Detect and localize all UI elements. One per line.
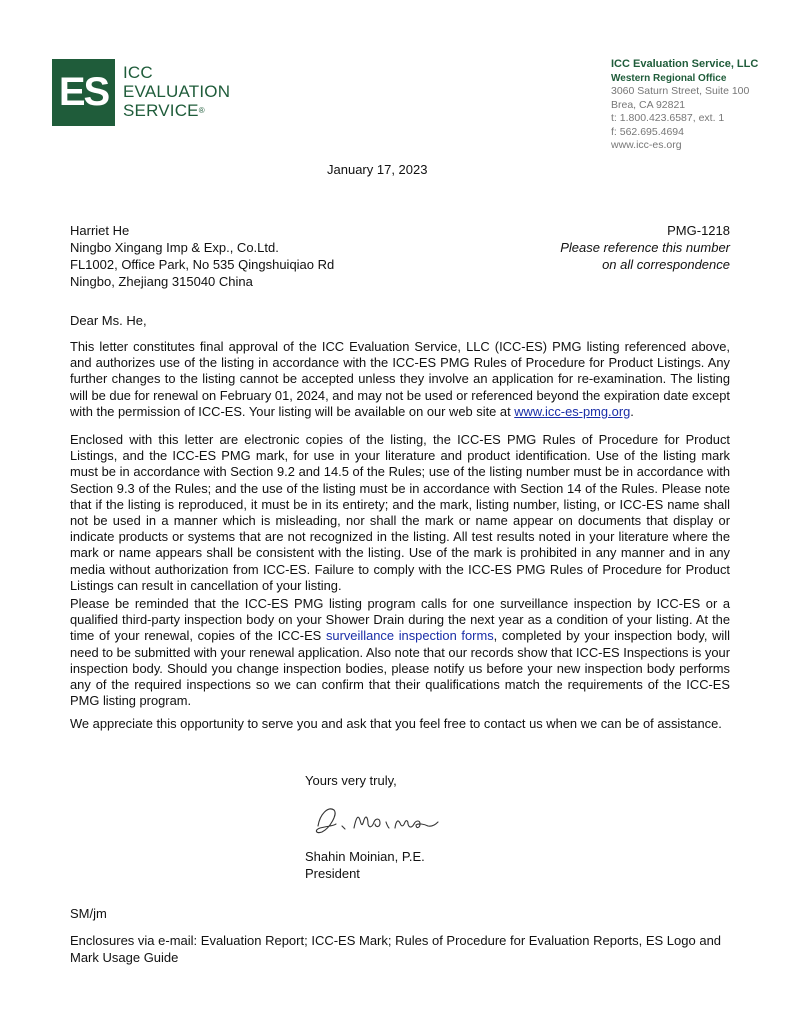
typist-initials: SM/jm [70,906,107,921]
signer-title: President [305,866,360,881]
reference-note-2: on all correspondence [602,257,730,272]
letterhead-office: Western Regional Office [611,72,727,84]
letter-date: January 17, 2023 [327,162,428,177]
letterhead-fax: f: 562.695.4694 [611,125,684,138]
reference-note-1: Please reference this number [560,240,730,255]
letterhead-address [611,58,758,153]
paragraph-approval-end: . [630,403,634,419]
signer-name: Shahin Moinian, P.E. [305,849,425,864]
signer-block [305,848,425,882]
recipient-block [70,222,334,290]
letterhead-street: 3060 Saturn Street, Suite 100 [611,85,750,97]
recipient-name: Harriet He [70,223,130,238]
paragraph-surveillance [70,596,730,709]
signature-image [310,796,445,846]
surveillance-forms-link[interactable]: surveillance inspection forms [325,628,494,644]
paragraph-approval-text: This letter constitutes final approval of the ICC Evaluation Service, LLC (ICC-ES) PMG listing referenced above, and authorizes use of the listing in accordance with the ICC-ES PMG Rules of Procedure for Product Listings. Any further changes to the listing cannot be accepted unless they involve an application for re-examination. The listing will be due for renewal on February 01, 2024, and may not be used or referenced beyond the expiration date except with the permission of ICC-ES. Your listing will be available on our web site at [70,339,730,419]
logo-line-1: ICC [123,63,153,82]
enclosures-line: Enclosures via e-mail: Evaluation Report; ICC-ES Mark; Rules of Procedure for Evaluation Reports, ES Logo and Mark Usage Guide [70,933,722,965]
recipient-company: Ningbo Xingang Imp & Exp., Co.Ltd. [70,240,279,255]
closing: Yours very truly, [305,773,397,788]
registered-mark: ® [198,106,205,115]
letterhead-city: Brea, CA 92821 [611,98,686,111]
reference-number: PMG-1218 [667,223,730,238]
paragraph-approval [70,339,730,420]
recipient-address-line-1: FL1002, Office Park, No 535 Qingshuiqiao Rd [70,257,335,272]
reference-block [560,222,730,273]
paragraph-surveillance-end: , completed by your inspection body, will need to be submitted with your renewal application. Also note that our records show that ICC-ES Inspections is your inspection body. Should you change inspection bodies, please notify us before your new inspection body performs any of the required inspections so we can confirm that their qualifications match the requirements of the ICC-ES PMG listing program. [70,628,730,709]
recipient-address-line-2: Ningbo, Zhejiang 315040 China [70,274,253,289]
paragraph-enclosed: Enclosed with this letter are electronic copies of the listing, the ICC-ES PMG Rules of Procedure for Product Listings, and the ICC-ES PMG mark, for use in your literature and product identification. Use of the listing mark must be in accordance with Section 9.2 and 14.5 of the Rules; use of the listing number must be in accordance with Section 9.3 of the Rules; and the use of the listing must be in accordance with Section 14 of the Rules. Please note that if the listing is reproduced, it must be in its entirety; and the mark, listing number, listing, or ICC-ES name shall not be used in a manner which is misleading, nor shall the mark or name appear on documents that display or indicate products or systems that are not recognized in the listing. All test results noted in your literature where the mark or name appears shall be consistent with the listing. Use of the mark is prohibited in any manner and in any media without authorization from ICC-ES. Failure to comply with the ICC-ES PMG Rules of Procedure for Product Listings can result in cancellation of your listing. [70,432,730,593]
paragraph-appreciation: We appreciate this opportunity to serve you and ask that you feel free to contact us when we can be of assistance. [70,716,722,731]
letterhead-company: ICC Evaluation Service, LLC [611,58,759,70]
logo-wordmark [123,63,230,120]
icc-es-logo [52,59,115,126]
letterhead-web: www.icc-es.org [611,139,682,151]
pmg-website-link[interactable]: www.icc-es-pmg.org [514,403,631,419]
logo-mark: ES [58,70,109,114]
logo-line-2: EVALUATION [123,82,231,101]
salutation: Dear Ms. He, [70,313,147,328]
logo-line-3: SERVICE [123,101,199,120]
letterhead-phone: t: 1.800.423.6587, ext. 1 [611,112,725,124]
paragraph-surveillance-text: Please be reminded that the ICC-ES PMG listing program calls for one surveillance inspection by ICC-ES or a qualified third-party inspection body on your Shower Drain during the next year as a condition of your listing. At the time of your renewal, copies of the ICC-ES [70,596,730,644]
